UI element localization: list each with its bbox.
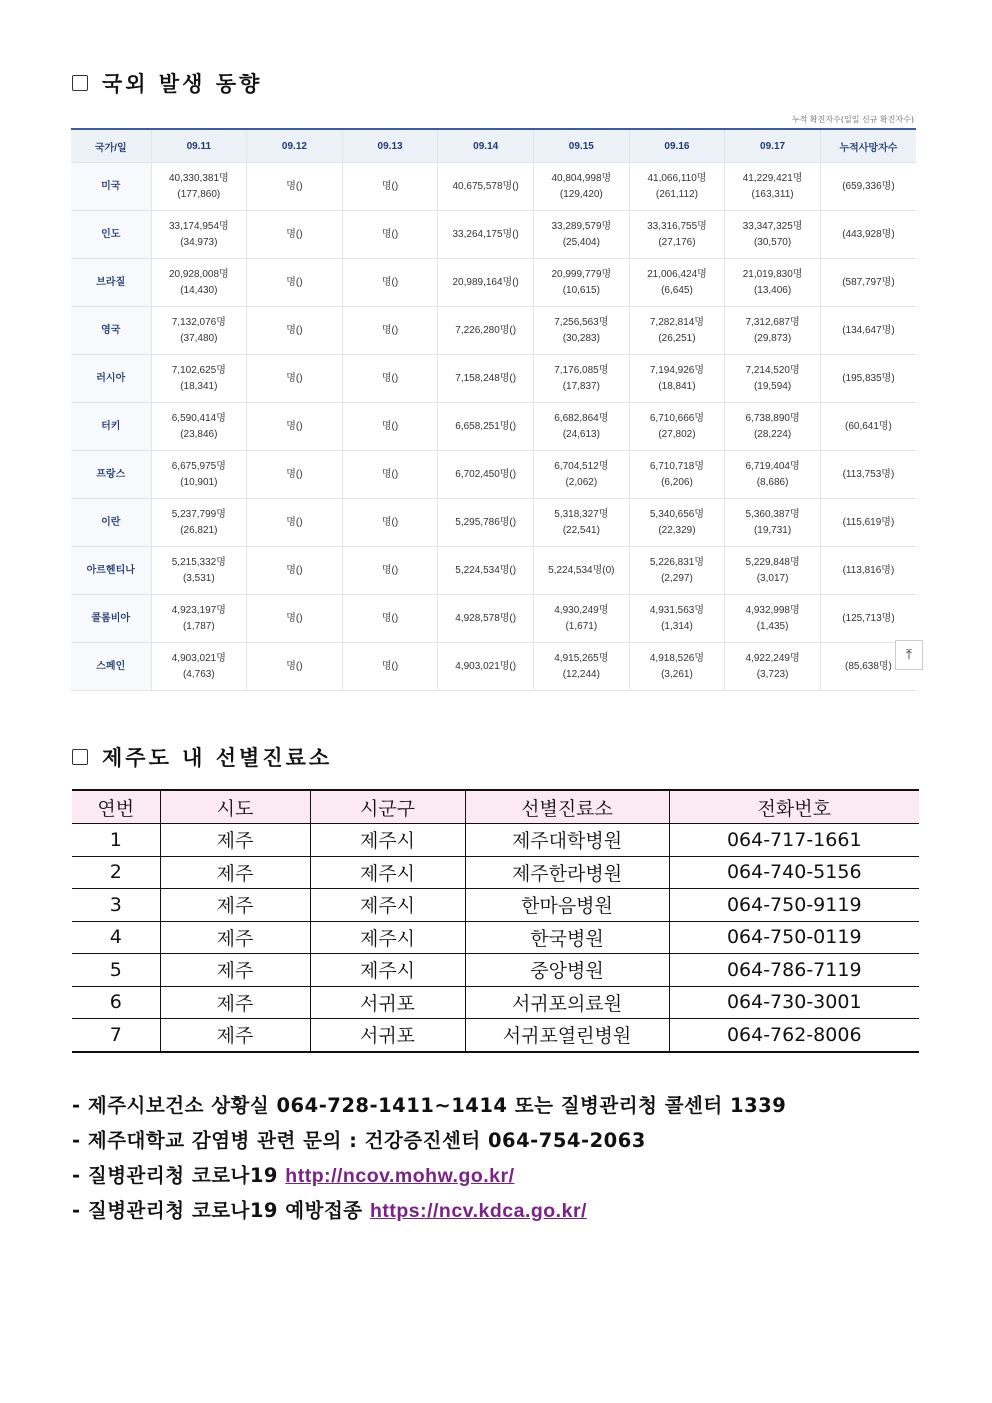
- data-cell: [629, 211, 725, 259]
- daily-value: (3,531): [182, 572, 215, 584]
- section-heading-intl: [72, 68, 262, 98]
- table-row: [71, 547, 916, 595]
- cumulative-value: 4,922,249명: [745, 652, 800, 664]
- table-row: [71, 451, 916, 499]
- cumulative-value: 41,066,110명: [647, 172, 707, 184]
- clinic-cell: 제주시: [310, 954, 465, 987]
- cumulative-value: 33,289,579명: [551, 220, 612, 232]
- daily-value: (261,112): [655, 188, 698, 200]
- data-cell: (60,641명): [820, 403, 916, 451]
- daily-value: (19,594): [753, 380, 792, 392]
- data-cell: [629, 163, 725, 211]
- daily-value: (2,297): [661, 572, 693, 584]
- daily-value: (27,176): [658, 236, 696, 248]
- daily-value: (24,613): [562, 428, 600, 440]
- clinic-cell: 064-750-0119: [669, 921, 919, 954]
- clinic-cell: 제주: [160, 1019, 310, 1052]
- clinic-cell: 제주: [160, 986, 310, 1019]
- data-cell: 명(): [342, 643, 438, 691]
- cumulative-value: 4,932,998명: [745, 604, 800, 616]
- clinic-header-cell: 시군구: [310, 790, 465, 824]
- daily-value: (3,723): [756, 668, 789, 680]
- data-cell: [151, 451, 247, 499]
- data-cell: [534, 499, 630, 547]
- clinic-cell: 064-750-9119: [669, 889, 919, 922]
- data-cell: 6,658,251명(): [438, 403, 534, 451]
- daily-value: (18,341): [180, 380, 218, 392]
- clinic-cell: 제주시: [310, 889, 465, 922]
- clinic-cell: 서귀포: [310, 1019, 465, 1052]
- empty-square-icon: [72, 75, 88, 91]
- empty-square-icon: [72, 749, 88, 765]
- country-cell: 프랑스: [71, 451, 151, 499]
- cumulative-value: 4,930,249명: [554, 604, 609, 616]
- cumulative-value: 7,282,814명: [649, 316, 705, 328]
- cumulative-value: 6,675,975명: [171, 460, 226, 472]
- country-cell: 콜롬비아: [71, 595, 151, 643]
- data-cell: 명(): [247, 355, 343, 403]
- daily-value: (26,821): [180, 524, 218, 536]
- daily-value: (129,420): [559, 188, 603, 200]
- data-cell: [725, 259, 821, 307]
- cumulative-value: 5,340,656명: [649, 508, 705, 520]
- table-row: [72, 921, 919, 954]
- country-cell: 영국: [71, 307, 151, 355]
- cumulative-value: 6,590,414명: [171, 412, 226, 424]
- clinic-cell: 7: [72, 1019, 160, 1052]
- clinic-cell: 6: [72, 986, 160, 1019]
- vaccine-link[interactable]: https://ncv.kdca.go.kr/: [369, 1200, 587, 1222]
- daily-value: (19,731): [753, 524, 792, 536]
- daily-value: (37,480): [180, 332, 218, 344]
- data-cell: [151, 643, 247, 691]
- country-cell: 이란: [71, 499, 151, 547]
- table-row: [71, 403, 916, 451]
- intl-header-cell: 09.15: [534, 129, 630, 163]
- data-cell: 명(): [247, 307, 343, 355]
- data-cell: 20,989,164명(): [438, 259, 534, 307]
- clinic-cell: 제주대학병원: [465, 824, 669, 857]
- cumulative-value: 20,928,008명: [168, 268, 229, 280]
- daily-value: (22,329): [658, 524, 696, 536]
- data-cell: [151, 211, 247, 259]
- table-row: [71, 499, 916, 547]
- table-row: [72, 954, 919, 987]
- data-cell: 명(): [247, 547, 343, 595]
- clinic-cell: 064-740-5156: [669, 856, 919, 889]
- cumulative-value: 4,903,021명: [171, 652, 226, 664]
- cumulative-value: 20,999,779명: [551, 268, 612, 280]
- daily-value: (6,645): [661, 284, 693, 296]
- clinic-cell: 제주시: [310, 921, 465, 954]
- data-cell: [534, 355, 630, 403]
- data-cell: [534, 307, 630, 355]
- clinic-cell: 제주: [160, 954, 310, 987]
- country-cell: 브라질: [71, 259, 151, 307]
- data-cell: 명(): [247, 451, 343, 499]
- data-cell: [725, 547, 821, 595]
- cumulative-value: 7,176,085명: [554, 364, 609, 376]
- data-cell: [629, 547, 725, 595]
- cumulative-value: 4,915,265명: [554, 652, 609, 664]
- daily-value: (4,763): [182, 668, 215, 680]
- table-row: [72, 986, 919, 1019]
- clinic-cell: 064-717-1661: [669, 824, 919, 857]
- data-cell: 명(): [247, 403, 343, 451]
- data-cell: 명(): [247, 643, 343, 691]
- clinic-header-cell: 시도: [160, 790, 310, 824]
- data-cell: 명(): [342, 403, 438, 451]
- data-cell: [725, 163, 821, 211]
- data-cell: 7,158,248명(): [438, 355, 534, 403]
- data-cell: 명(): [342, 499, 438, 547]
- daily-value: (30,570): [753, 236, 792, 248]
- data-cell: [151, 355, 247, 403]
- data-cell: (115,619명): [820, 499, 916, 547]
- data-cell: 명(): [247, 499, 343, 547]
- data-cell: (85,638명): [820, 643, 916, 691]
- daily-value: (3,261): [661, 668, 693, 680]
- data-cell: [151, 259, 247, 307]
- data-cell: (125,713명): [820, 595, 916, 643]
- data-cell: [534, 451, 630, 499]
- country-cell: 스페인: [71, 643, 151, 691]
- data-cell: 5,224,534명(): [438, 547, 534, 595]
- data-cell: (113,753명): [820, 451, 916, 499]
- clinic-cell: 제주: [160, 856, 310, 889]
- clinic-cell: 제주시: [310, 824, 465, 857]
- intl-header-cell: 09.16: [629, 129, 725, 163]
- table-row: [72, 889, 919, 922]
- table-row: [71, 355, 916, 403]
- data-cell: 5,295,786명(): [438, 499, 534, 547]
- table-row: [72, 856, 919, 889]
- clinic-header-cell: 선별진료소: [465, 790, 669, 824]
- clinic-cell: 4: [72, 921, 160, 954]
- cumulative-value: 6,682,864명: [554, 412, 609, 424]
- data-cell: (134,647명): [820, 307, 916, 355]
- cumulative-value: 5,224,534명(0): [548, 564, 615, 576]
- cumulative-value: 41,229,421명: [742, 172, 803, 184]
- section-heading-clinics: [72, 742, 332, 772]
- data-cell: [534, 211, 630, 259]
- daily-value: (29,873): [753, 332, 792, 344]
- arrow-up-to-top-icon[interactable]: ⤒: [895, 640, 923, 670]
- cumulative-value: 6,710,718명: [649, 460, 705, 472]
- data-cell: 명(): [247, 163, 343, 211]
- cumulative-value: 33,316,755명: [647, 220, 707, 232]
- data-cell: 명(): [342, 595, 438, 643]
- data-cell: [151, 403, 247, 451]
- data-cell: 명(): [342, 259, 438, 307]
- clinic-cell: 서귀포열린병원: [465, 1019, 669, 1052]
- clinic-header-cell: 연번: [72, 790, 160, 824]
- data-cell: [629, 403, 725, 451]
- data-cell: [534, 595, 630, 643]
- cumulative-value: 7,256,563명: [554, 316, 609, 328]
- data-cell: [725, 403, 821, 451]
- daily-value: (1,671): [565, 620, 598, 632]
- data-cell: 명(): [342, 211, 438, 259]
- data-cell: 명(): [342, 307, 438, 355]
- data-cell: [629, 451, 725, 499]
- daily-value: (1,314): [661, 620, 693, 632]
- daily-value: (27,802): [658, 428, 696, 440]
- data-cell: [725, 643, 821, 691]
- cumulative-value: 7,312,687명: [745, 316, 800, 328]
- info-line-3: - 질병관리청 코로나19 http://ncov.mohw.go.kr/: [72, 1164, 515, 1187]
- data-cell: [629, 307, 725, 355]
- daily-value: (2,062): [565, 476, 598, 488]
- cumulative-value: 6,710,666명: [649, 412, 705, 424]
- data-cell: 4,928,578명(): [438, 595, 534, 643]
- clinic-cell: 064-762-8006: [669, 1019, 919, 1052]
- clinic-cell: 2: [72, 856, 160, 889]
- clinic-cell: 5: [72, 954, 160, 987]
- clinic-cell: 3: [72, 889, 160, 922]
- cumulative-value: 5,215,332명: [171, 556, 226, 568]
- data-cell: [629, 643, 725, 691]
- daily-value: (163,311): [751, 188, 794, 200]
- intl-header-cell: 09.11: [151, 129, 247, 163]
- table-row: [71, 163, 916, 211]
- data-cell: [534, 259, 630, 307]
- data-cell: (443,928명): [820, 211, 916, 259]
- table-row: [71, 595, 916, 643]
- daily-value: (177,860): [177, 188, 221, 200]
- intl-header-cell: 누적사망자수: [820, 129, 916, 163]
- clinic-cell: 제주: [160, 921, 310, 954]
- daily-value: (8,686): [756, 476, 789, 488]
- cumulative-value: 7,102,625명: [171, 364, 226, 376]
- cumulative-value: 33,347,325명: [742, 220, 803, 232]
- clinic-cell: 한마음병원: [465, 889, 669, 922]
- data-cell: 명(): [247, 211, 343, 259]
- data-cell: 명(): [342, 163, 438, 211]
- data-cell: [534, 163, 630, 211]
- clinic-cell: 제주시: [310, 856, 465, 889]
- info-line-2: - 제주대학교 감염병 관련 문의 : 건강증진센터 064-754-2063: [72, 1129, 646, 1152]
- clinic-cell: 서귀포의료원: [465, 986, 669, 1019]
- cumulative-value: 40,804,998명: [551, 172, 612, 184]
- table-row: [71, 307, 916, 355]
- data-cell: [725, 499, 821, 547]
- data-cell: 33,264,175명(): [438, 211, 534, 259]
- daily-value: (14,430): [180, 284, 218, 296]
- country-cell: 터키: [71, 403, 151, 451]
- clinic-table: [72, 789, 919, 1053]
- daily-value: (23,846): [180, 428, 218, 440]
- table-row: [72, 1019, 919, 1052]
- table-row: [71, 643, 916, 691]
- data-cell: 4,903,021명(): [438, 643, 534, 691]
- cumulative-value: 6,719,404명: [745, 460, 800, 472]
- daily-value: (3,017): [756, 572, 789, 584]
- cumulative-value: 5,229,848명: [745, 556, 800, 568]
- cumulative-value: 40,330,381명: [168, 172, 229, 184]
- data-cell: [151, 307, 247, 355]
- clinic-cell: 한국병원: [465, 921, 669, 954]
- table-row: [72, 824, 919, 857]
- data-cell: 명(): [247, 259, 343, 307]
- data-cell: [151, 547, 247, 595]
- clinic-cell: 064-786-7119: [669, 954, 919, 987]
- daily-value: (28,224): [753, 428, 792, 440]
- cumulative-value: 7,194,926명: [649, 364, 705, 376]
- daily-value: (22,541): [562, 524, 600, 536]
- data-cell: 명(): [342, 451, 438, 499]
- intl-header-cell: 09.12: [247, 129, 343, 163]
- cumulative-value: 7,132,076명: [171, 316, 226, 328]
- daily-value: (1,787): [182, 620, 215, 632]
- ncov-link[interactable]: http://ncov.mohw.go.kr/: [285, 1165, 515, 1187]
- data-cell: [629, 595, 725, 643]
- cumulative-value: 21,019,830명: [742, 268, 803, 280]
- intl-header-cell: 09.14: [438, 129, 534, 163]
- daily-value: (17,837): [562, 380, 600, 392]
- data-cell: 명(): [342, 355, 438, 403]
- country-cell: 아르헨티나: [71, 547, 151, 595]
- info-line-1: - 제주시보건소 상황실 064-728-1411~1414 또는 질병관리청 콜센터 1339: [72, 1094, 787, 1117]
- data-cell: 명(): [342, 547, 438, 595]
- data-cell: 6,702,450명(): [438, 451, 534, 499]
- data-cell: 명(): [247, 595, 343, 643]
- country-cell: 러시아: [71, 355, 151, 403]
- daily-value: (6,206): [661, 476, 693, 488]
- data-cell: [725, 307, 821, 355]
- cumulative-value: 33,174,954명: [168, 220, 229, 232]
- clinic-cell: 제주: [160, 889, 310, 922]
- data-cell: [725, 355, 821, 403]
- data-cell: 40,675,578명(): [438, 163, 534, 211]
- cumulative-value: 6,704,512명: [554, 460, 609, 472]
- cumulative-value: 4,918,526명: [649, 652, 705, 664]
- intl-cases-table: [71, 128, 916, 691]
- daily-value: (13,406): [753, 284, 792, 296]
- country-cell: 미국: [71, 163, 151, 211]
- clinic-cell: 서귀포: [310, 986, 465, 1019]
- table-row: [71, 211, 916, 259]
- data-cell: (587,797명): [820, 259, 916, 307]
- data-cell: [534, 403, 630, 451]
- data-cell: [725, 595, 821, 643]
- cumulative-value: 5,237,799명: [171, 508, 226, 520]
- section-title: 제주도 내 선별진료소: [102, 746, 333, 770]
- daily-value: (30,283): [562, 332, 600, 344]
- data-cell: (659,336명): [820, 163, 916, 211]
- daily-value: (34,973): [180, 236, 218, 248]
- data-cell: [629, 259, 725, 307]
- data-cell: (195,835명): [820, 355, 916, 403]
- daily-value: (1,435): [756, 620, 789, 632]
- clinic-cell: 제주한라병원: [465, 856, 669, 889]
- table-note: 누적 확진자수(일일 신규 확진자수): [791, 115, 914, 124]
- daily-value: (10,901): [180, 476, 218, 488]
- data-cell: [151, 595, 247, 643]
- table-row: [71, 259, 916, 307]
- intl-header-cell: 09.13: [342, 129, 438, 163]
- data-cell: [534, 547, 630, 595]
- data-cell: [725, 451, 821, 499]
- cumulative-value: 6,738,890명: [745, 412, 800, 424]
- data-cell: [534, 643, 630, 691]
- clinic-cell: 제주: [160, 824, 310, 857]
- clinic-cell: 064-730-3001: [669, 986, 919, 1019]
- intl-header-cell: 국가/일: [71, 129, 151, 163]
- data-cell: 7,226,280명(): [438, 307, 534, 355]
- clinic-cell: 1: [72, 824, 160, 857]
- data-cell: (113,816명): [820, 547, 916, 595]
- data-cell: [151, 163, 247, 211]
- country-cell: 인도: [71, 211, 151, 259]
- data-cell: [151, 499, 247, 547]
- daily-value: (26,251): [658, 332, 696, 344]
- clinic-cell: 중앙병원: [465, 954, 669, 987]
- data-cell: [629, 355, 725, 403]
- data-cell: [629, 499, 725, 547]
- intl-header-cell: 09.17: [725, 129, 821, 163]
- cumulative-value: 7,214,520명: [745, 364, 800, 376]
- cumulative-value: 4,923,197명: [171, 604, 226, 616]
- section-title: 국외 발생 동향: [102, 72, 263, 96]
- cumulative-value: 5,318,327명: [554, 508, 609, 520]
- clinic-header-cell: 전화번호: [669, 790, 919, 824]
- cumulative-value: 21,006,424명: [647, 268, 707, 280]
- cumulative-value: 4,931,563명: [649, 604, 705, 616]
- data-cell: [725, 211, 821, 259]
- daily-value: (10,615): [562, 284, 600, 296]
- info-line-4: - 질병관리청 코로나19 예방접종 https://ncv.kdca.go.kr/: [72, 1199, 587, 1222]
- daily-value: (12,244): [562, 668, 600, 680]
- cumulative-value: 5,226,831명: [649, 556, 705, 568]
- daily-value: (18,841): [658, 380, 696, 392]
- cumulative-value: 5,360,387명: [745, 508, 800, 520]
- daily-value: (25,404): [562, 236, 600, 248]
